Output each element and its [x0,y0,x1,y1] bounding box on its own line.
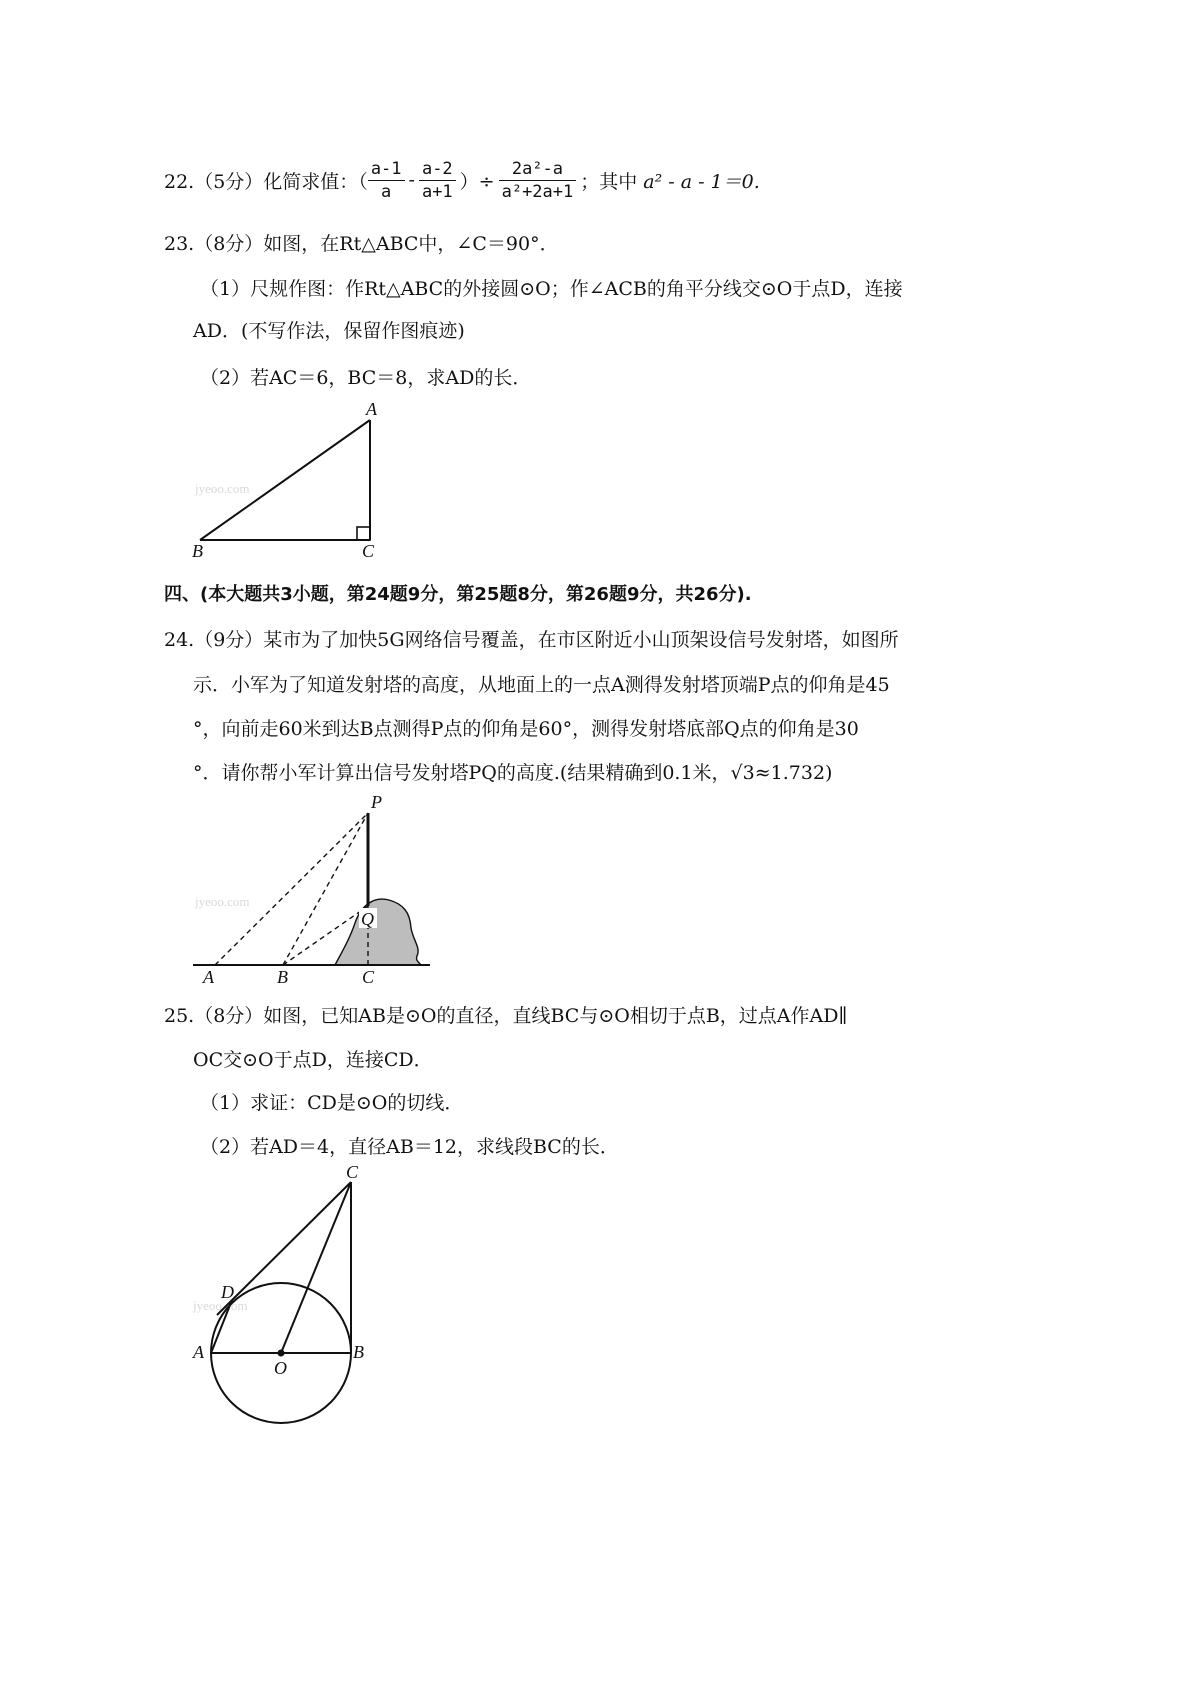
q24-line3: °，向前走60米到达B点测得P点的仰角是60°，测得发射塔底部Q点的仰角是30 [193,718,859,740]
center-point [278,1350,285,1357]
label-A: A [203,967,214,987]
q23-part1-line2: AD．(不写作法，保留作图痕迹) [193,320,465,342]
q22-fraction-3 [499,158,577,203]
question-22 [164,150,1064,210]
q22-fraction-1 [368,158,405,203]
label-B: B [277,967,288,987]
q22-condition: a² - a - 1＝0. [643,170,760,193]
q22-f2-numerator: a-2 [419,158,456,181]
label-O: O [274,1358,287,1378]
label-C: C [346,1162,359,1182]
q22-minus: - [408,169,415,191]
label-B: B [353,1342,364,1362]
q24-line1: 24.（9分）某市为了加快5G网络信号覆盖，在市区附近小山顶架设信号发射塔，如图所 [164,629,899,651]
q23-part1-line1: （1）尺规作图：作Rt△ABC的外接圆⊙O；作∠ACB的角平分线交⊙O于点D，连接 [200,278,903,300]
q22-f3-denominator: a²+2a+1 [501,181,574,202]
q25-line2: OC交⊙O于点D，连接CD． [193,1049,433,1071]
watermark: jyeoo.com [193,1298,248,1313]
watermark: jyeoo.com [195,894,250,909]
q22-divide: ）÷ [459,170,495,193]
q23-stem: 23.（8分）如图，在Rt△ABC中，∠C＝90°． [164,233,559,255]
label-A: A [366,399,377,419]
hill [335,899,421,965]
watermark: jyeoo.com [195,481,250,496]
q25-part2: （2）若AD＝4，直径AB＝12，求线段BC的长． [200,1136,619,1158]
right-angle-mark [357,527,370,540]
q23-figure [180,395,410,570]
q24-line4: °．请你帮小军计算出信号发射塔PQ的高度.(结果精确到0.1米，√3≈1.732) [193,762,833,784]
q25-figure [185,1160,385,1450]
segment-OC [281,1182,351,1353]
q22-f1-denominator: a [381,181,392,202]
tangent-CD [217,1182,351,1315]
q25-part1: （1）求证：CD是⊙O的切线． [200,1092,464,1114]
q22-prefix: 22.（5分）化简求值：（ [164,170,368,193]
label-B: B [192,541,203,561]
label-Q: Q [361,909,374,929]
segment-AB [200,420,370,540]
q22-fraction-2 [419,158,456,203]
label-A: A [193,1342,204,1362]
q22-suffix: ；其中 [580,170,638,193]
q23-part2: （2）若AC＝6，BC＝8，求AD的长． [200,367,532,389]
q24-figure [185,788,445,988]
q25-line1: 25.（8分）如图，已知AB是⊙O的直径，直线BC与⊙O相切于点B，过点A作AD∥ [164,1005,848,1027]
label-P: P [371,792,382,812]
q24-line2: 示．小军为了知道发射塔的高度，从地面上的一点A测得发射塔顶端P点的仰角是45 [193,674,890,696]
q22-f2-denominator: a+1 [421,181,453,202]
label-C: C [362,967,375,987]
sightline-AP [215,813,368,965]
label-C: C [362,541,375,561]
q22-f1-numerator: a-1 [368,158,405,181]
label-D: D [221,1282,234,1302]
q22-expression [164,150,760,210]
section-4-heading: 四、(本大题共3小题，第24题9分，第25题8分，第26题9分，共26分). [164,584,752,605]
q22-f3-numerator: 2a²-a [499,158,577,181]
